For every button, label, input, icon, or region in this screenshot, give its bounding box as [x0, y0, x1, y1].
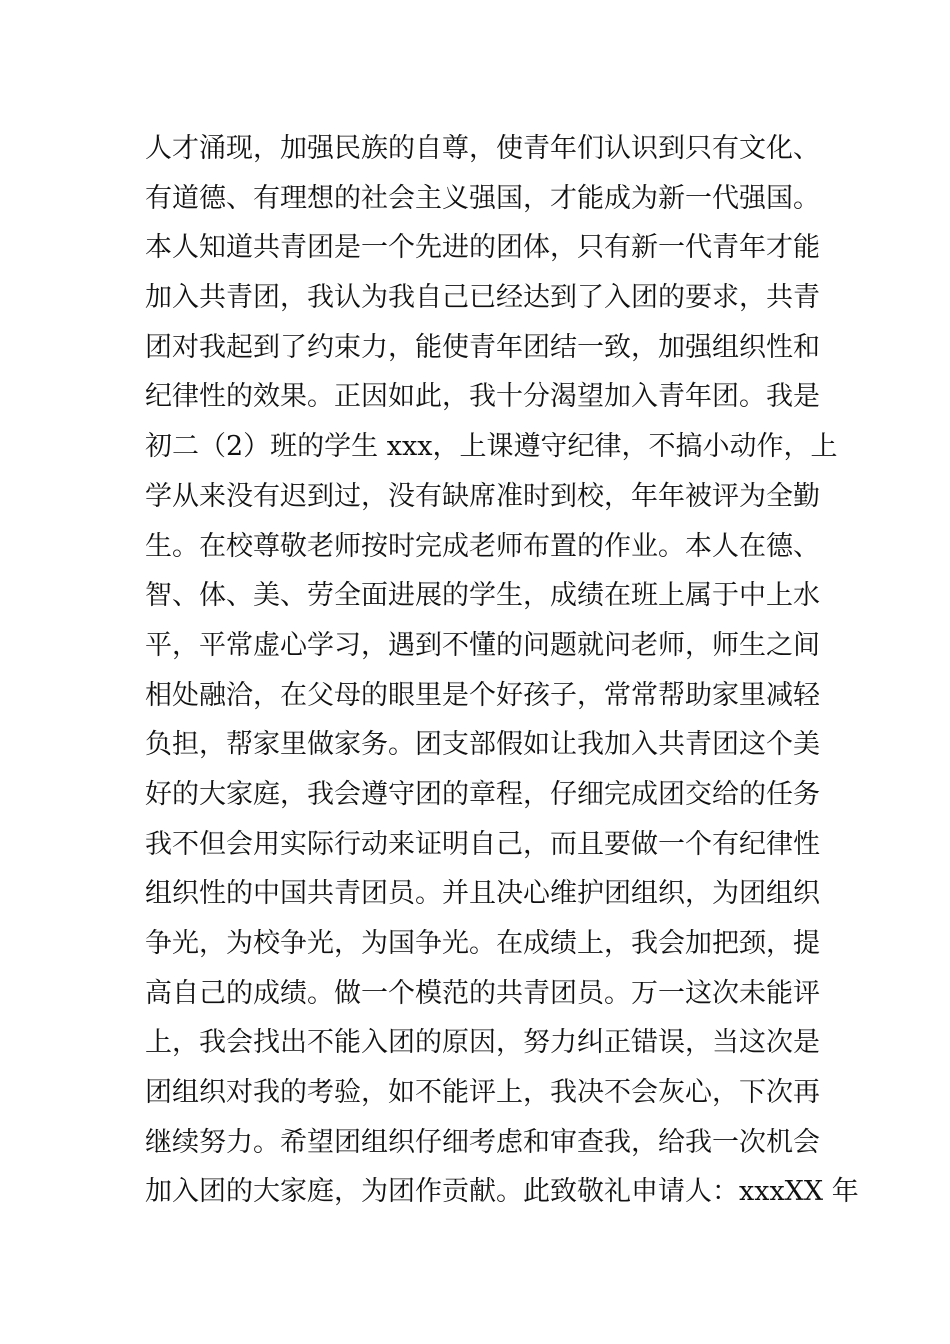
- text-line-12: 相处融洽，在父母的眼里是个好孩子，常常帮助家里减轻: [145, 679, 820, 711]
- text-line-2: 有道德、有理想的社会主义强国，才能成为新一代强国。: [145, 182, 820, 214]
- text-line-11: 平，平常虚心学习，遇到不懂的问题就问老师，师生之间: [145, 629, 820, 661]
- text-line-20: 团组织对我的考验，如不能评上，我决不会灰心，下次再: [145, 1077, 820, 1109]
- text-line-5: 团对我起到了约束力，能使青年团结一致，加强组织性和: [145, 331, 820, 363]
- text-line-16: 组织性的中国共青团员。并且决心维护团组织，为团组织: [145, 878, 820, 910]
- text-line-13: 负担，帮家里做家务。团支部假如让我加入共青团这个美: [145, 729, 820, 761]
- text-line-15: 我不但会用实际行动来证明自己，而且要做一个有纪律性: [145, 828, 820, 860]
- text-line-17: 争光，为校争光，为国争光。在成绩上，我会加把颈，提: [145, 928, 820, 959]
- text-line-22: 加入团的大家庭，为团作贡献。此致敬礼申请人：xxxXX 年: [145, 1176, 859, 1208]
- body-text: [145, 124, 859, 1217]
- text-line-10: 智、体、美、劳全面进展的学生，成绩在班上属于中上水: [145, 580, 820, 612]
- text-line-9: 生。在校尊敬老师按时完成老师布置的作业。本人在德、: [145, 530, 820, 562]
- text-line-21: 继续努力。希望团组织仔细考虑和审查我，给我一次机会: [145, 1126, 820, 1158]
- text-line-3: 本人知道共青团是一个先进的团体，只有新一代青年才能: [145, 232, 820, 264]
- text-line-4: 加入共青团，我认为我自己已经达到了入团的要求，共青: [145, 282, 820, 314]
- text-line-14: 好的大家庭，我会遵守团的章程，仔细完成团交给的任务: [145, 778, 820, 810]
- text-line-1: 人才涌现，加强民族的自尊，使青年们认识到只有文化、: [145, 133, 820, 164]
- text-line-18: 高自己的成绩。做一个模范的共青团员。万一这次未能评: [145, 977, 820, 1009]
- text-line-7: 初二（2）班的学生 xxx，上课遵守纪律，不搞小动作，上: [145, 431, 838, 463]
- text-line-19: 上，我会找出不能入团的原因，努力纠正错误，当这次是: [145, 1027, 820, 1059]
- text-line-6: 纪律性的效果。正因如此，我十分渴望加入青年团。我是: [145, 381, 820, 413]
- text-line-8: 学从来没有迟到过，没有缺席准时到校，年年被评为全勤: [145, 480, 820, 512]
